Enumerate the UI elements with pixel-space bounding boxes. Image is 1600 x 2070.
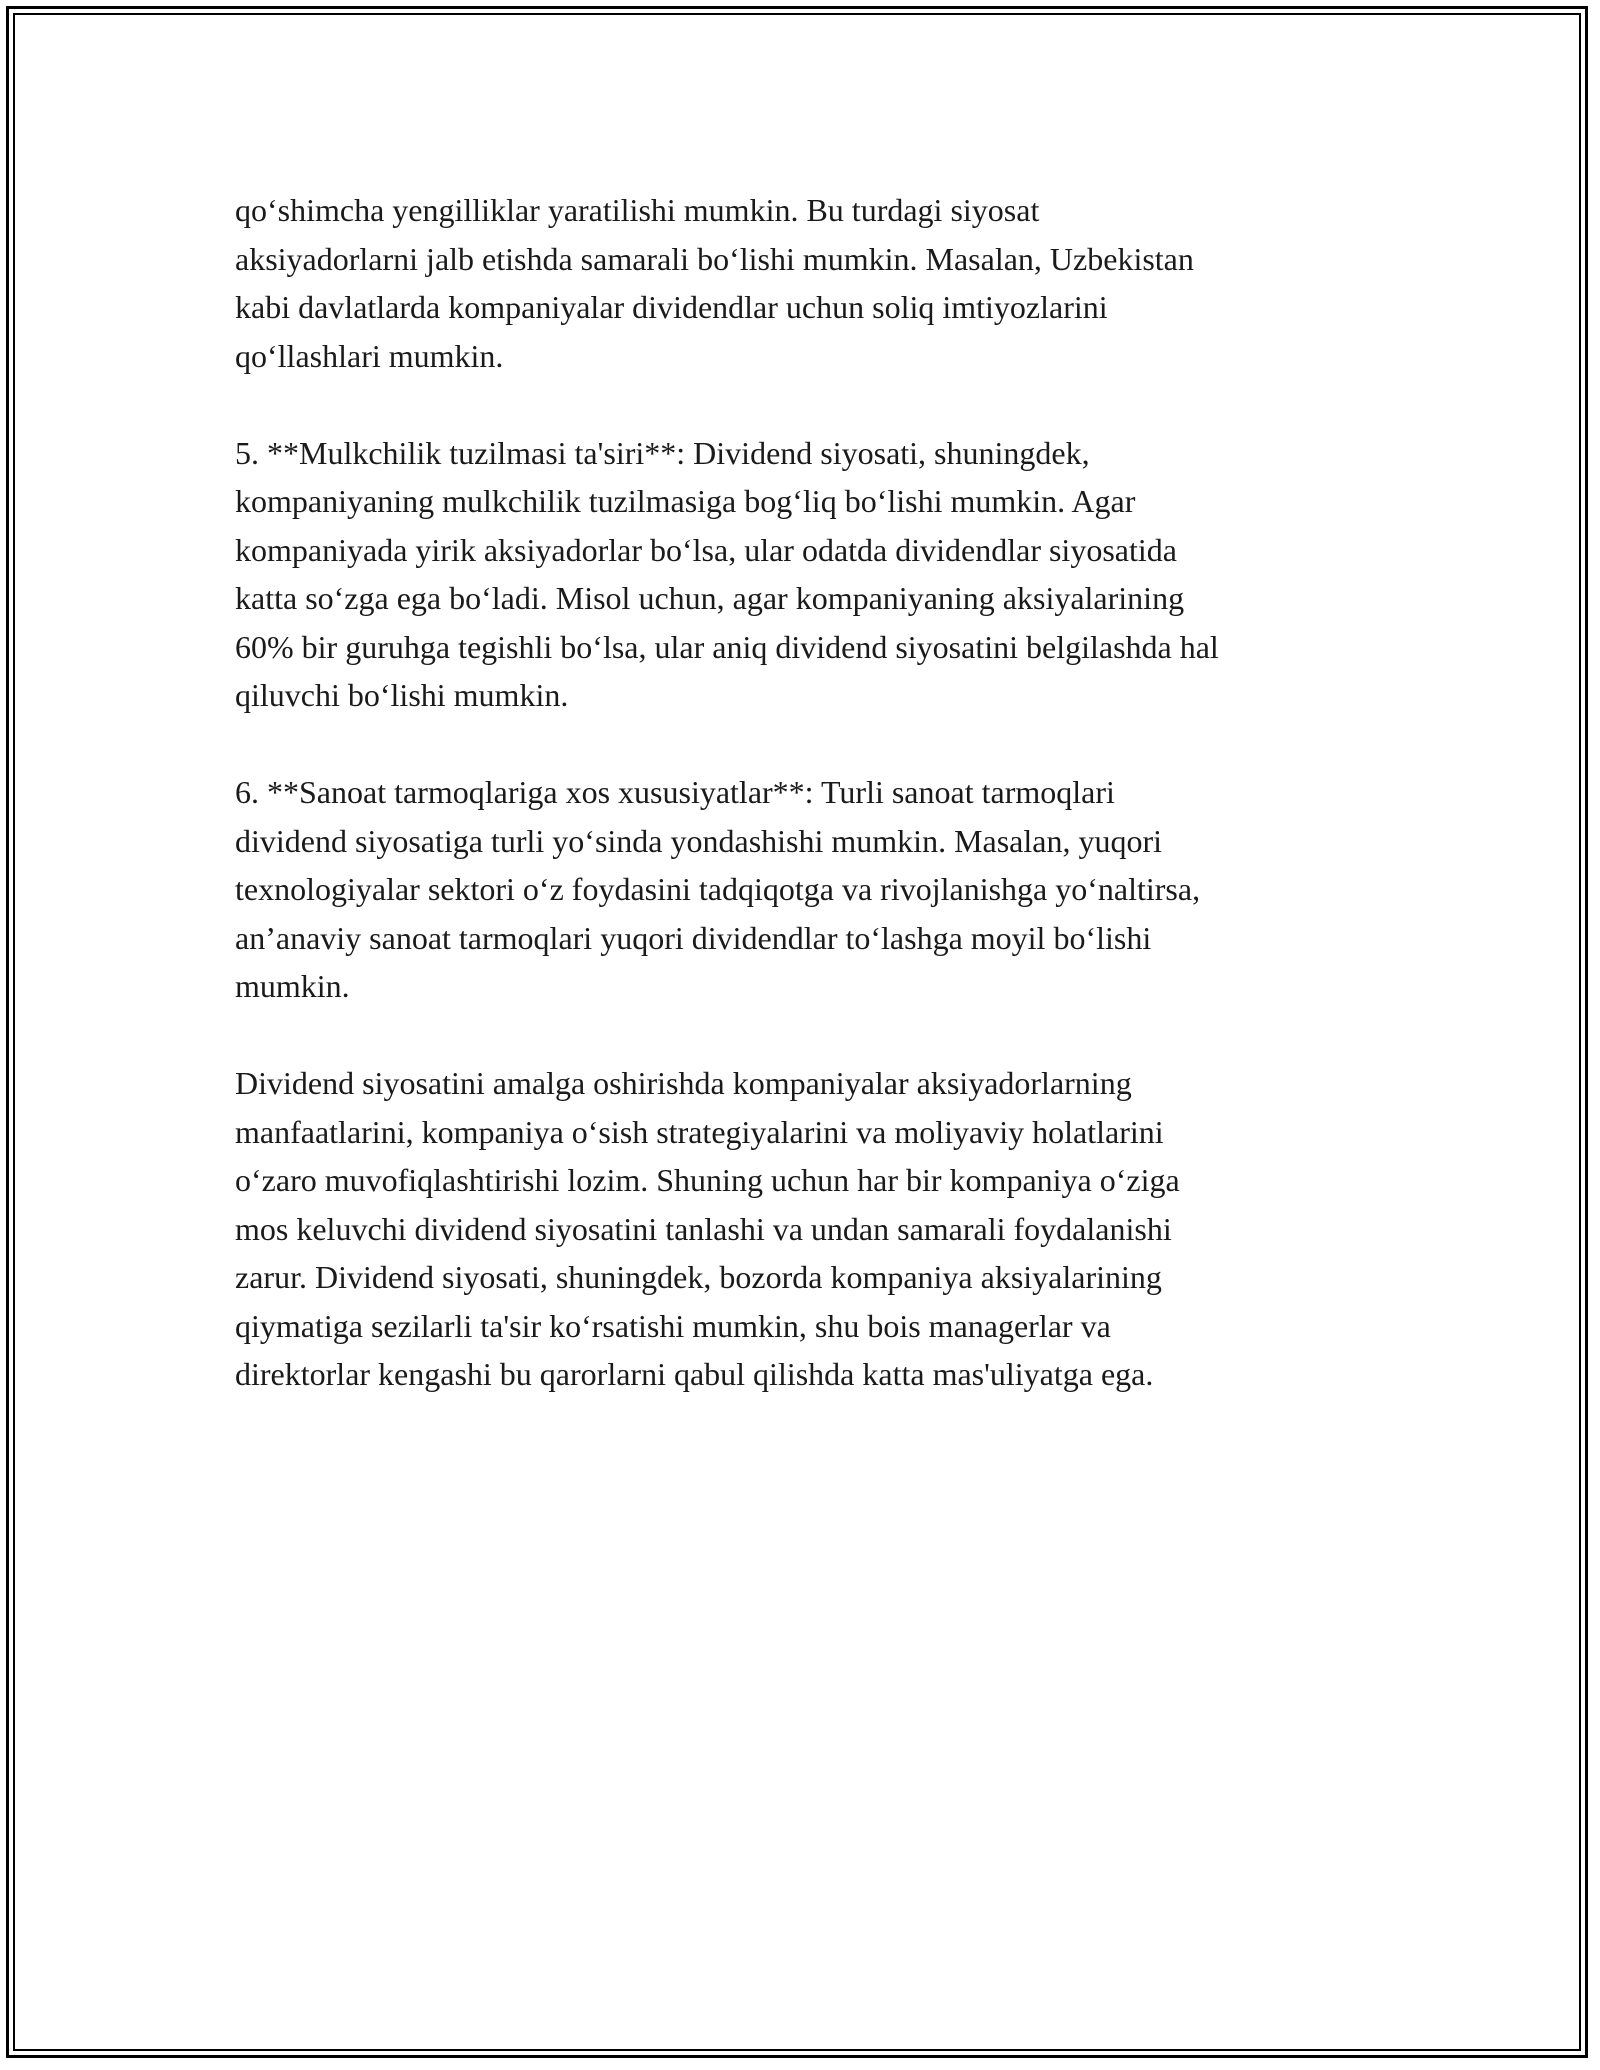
paragraph-ownership-structure: 5. **Mulkchilik tuzilmasi ta'siri**: Dividend siyosati, shuningdek, kompaniyaning mulkchilik tuzilmasiga bog‘liq bo‘lishi mumkin. Agar kompaniyada yirik aksiyadorlar bo‘lsa, ular odatda dividendlar siyosatida katta so‘zga ega bo‘ladi. Misol uchun, agar kompaniyaning aksiyalarining 60% bir guruhga tegishli bo‘lsa, ular aniq dividend siyosatini belgilashda hal qiluvchi bo‘lishi mumkin. [235, 434, 1219, 713]
document-body [235, 186, 1365, 1447]
paragraph-industry-features: 6. **Sanoat tarmoqlariga xos xususiyatlar**: Turli sanoat tarmoqlari dividend siyosatiga turli yo‘sinda yondashishi mumkin. Masalan, yuqori texnologiyalar sektori o‘z foydasini tadqiqotga va rivojlanishga yo‘naltirsa, an’anaviy sanoat tarmoqlari yuqori dividendlar to‘lashga moyil bo‘lishi mumkin. [235, 774, 1201, 1004]
paragraph-tax-benefits: qo‘shimcha yengilliklar yaratilishi mumkin. Bu turdagi siyosat aksiyadorlarni jalb etishda samarali bo‘lishi mumkin. Masalan, Uzbekistan kabi davlatlarda kompaniyalar dividendlar uchun soliq imtiyozlarini qo‘llashlari mumkin. [235, 192, 1194, 374]
paragraph-conclusion: Dividend siyosatini amalga oshirishda kompaniyalar aksiyadorlarning manfaatlarini, kompaniya o‘sish strategiyalarini va moliyaviy holatlarini o‘zaro muvofiqlashtirishi lozim. Shuning uchun har bir kompaniya o‘ziga mos keluvchi dividend siyosatini tanlashi va undan samarali foydalanishi zarur. Dividend siyosati, shuningdek, bozorda kompaniya aksiyalarining qiymatiga sezilarli ta'sir ko‘rsatishi mumkin, shu bois managerlar va direktorlar kengashi bu qarorlarni qabul qilishda katta mas'uliyatga ega. [235, 1065, 1180, 1392]
